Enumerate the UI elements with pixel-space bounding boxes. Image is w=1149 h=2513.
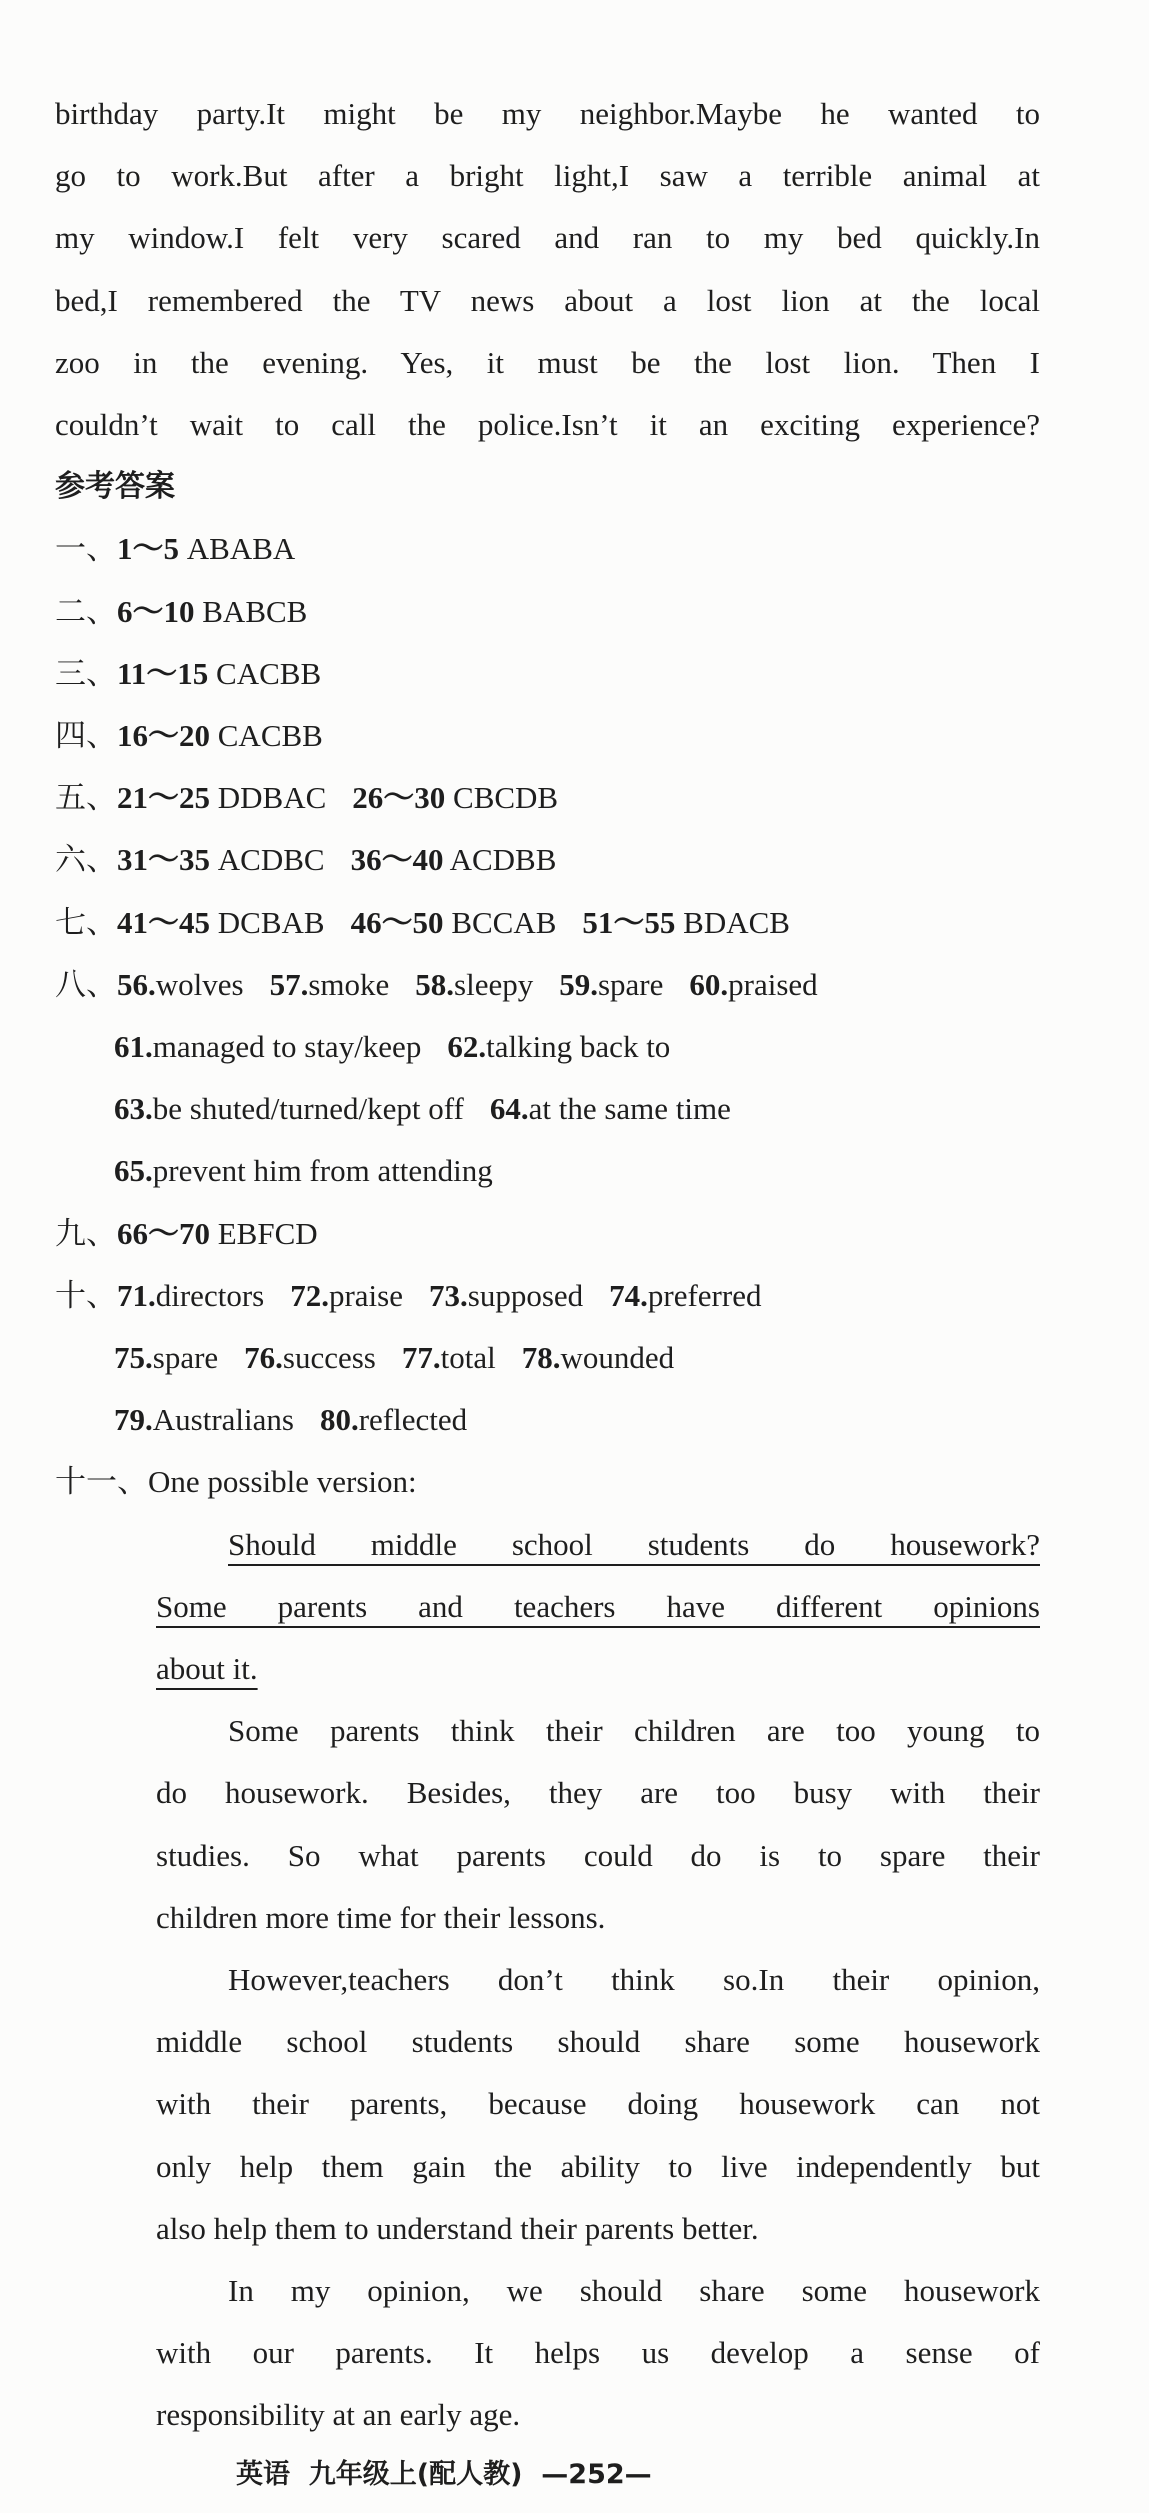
question-number: 1～5 bbox=[117, 531, 179, 567]
answer-item bbox=[320, 1402, 467, 1437]
essay-line: also help them to understand their parents better. bbox=[156, 2210, 759, 2246]
answer-row bbox=[55, 518, 321, 580]
answer-text: BABCB bbox=[194, 593, 308, 629]
story-line: zoo in the evening. Yes, it must be the lost lion. Then I bbox=[55, 344, 1040, 380]
section-number: 九、 bbox=[55, 1215, 117, 1251]
answer-item bbox=[559, 967, 663, 1002]
answer-text: prevent him from attending bbox=[152, 1153, 493, 1189]
answer-item bbox=[117, 594, 307, 629]
answer-item bbox=[351, 842, 557, 877]
page-footer: 英语 九年级上(配人教) —252— bbox=[236, 2459, 652, 2490]
answer-text: sleepy bbox=[454, 966, 534, 1002]
question-number: 36～40 bbox=[350, 842, 444, 878]
answer-text: directors bbox=[155, 1277, 265, 1313]
answer-row bbox=[55, 705, 349, 767]
answer-key-heading: 参考答案 bbox=[55, 469, 175, 505]
essay-title-line bbox=[156, 1576, 1040, 1638]
essay-line: In my opinion, we should share some housework bbox=[228, 2273, 1040, 2308]
question-number: 51～55 bbox=[582, 904, 676, 940]
question-number: 61. bbox=[114, 1029, 153, 1064]
answer-row bbox=[114, 1078, 757, 1140]
answer-item bbox=[609, 1278, 761, 1313]
section-number: 四、 bbox=[55, 718, 117, 753]
answer-item bbox=[117, 905, 325, 940]
question-number: 58. bbox=[415, 966, 455, 1002]
question-number: 60. bbox=[689, 966, 729, 1002]
answer-row bbox=[114, 1140, 519, 1202]
answer-row bbox=[114, 1327, 700, 1389]
section-number: 十、 bbox=[55, 1277, 117, 1313]
answer-item bbox=[117, 842, 325, 877]
section-number: 三、 bbox=[55, 655, 117, 691]
answer-text: spare bbox=[597, 966, 664, 1002]
question-number: 71. bbox=[117, 1277, 156, 1313]
answer-item bbox=[352, 780, 558, 815]
question-number: 11～15 bbox=[117, 655, 209, 691]
answer-item bbox=[402, 1340, 496, 1375]
essay-line: responsibility at an early age. bbox=[156, 2397, 521, 2433]
question-number: 76. bbox=[244, 1340, 283, 1375]
answer-text: total bbox=[440, 1340, 496, 1375]
essay-title-text: about it. bbox=[156, 1651, 258, 1686]
answer-item bbox=[117, 531, 295, 566]
answer-text: DDBAC bbox=[210, 780, 327, 816]
story-line: go to work.But after a bright light,I saw a terrible animal at bbox=[55, 158, 1040, 194]
answer-row bbox=[55, 1265, 787, 1327]
answer-item bbox=[117, 967, 244, 1002]
answer-item bbox=[117, 1278, 264, 1313]
essay-line: do housework. Besides, they are too busy with their bbox=[156, 1775, 1040, 1811]
question-number: 56. bbox=[117, 966, 156, 1002]
answer-item bbox=[270, 967, 390, 1002]
essay-title-text: Should middle school students do housework? bbox=[228, 1526, 1040, 1562]
question-number: 62. bbox=[447, 1029, 487, 1064]
essay-line: Some parents think their children are too young to bbox=[228, 1713, 1040, 1749]
answer-text: supposed bbox=[467, 1277, 584, 1313]
story-line: bed,I remembered the TV news about a lost lion at the local bbox=[55, 282, 1040, 318]
essay-line: with their parents, because doing housework can not bbox=[156, 2086, 1040, 2122]
answer-text: at the same time bbox=[528, 1091, 731, 1127]
story-line: couldn’t wait to call the police.Isn’t it an exciting experience? bbox=[55, 407, 1040, 442]
answer-text: EBFCD bbox=[210, 1215, 318, 1251]
question-number: 66～70 bbox=[117, 1215, 210, 1251]
answer-text: talking back to bbox=[486, 1029, 671, 1064]
answer-text: reflected bbox=[358, 1402, 468, 1438]
question-number: 26～30 bbox=[352, 780, 446, 816]
answer-row bbox=[55, 643, 347, 705]
question-number: 41～45 bbox=[117, 904, 210, 940]
answer-item bbox=[114, 1402, 294, 1437]
answer-text: preferred bbox=[647, 1277, 762, 1313]
story-line: my window.I felt very scared and ran to my bed quickly.In bbox=[55, 220, 1040, 256]
answer-text: One possible version: bbox=[148, 1464, 417, 1500]
question-number: 72. bbox=[290, 1277, 329, 1313]
question-number: 6～10 bbox=[117, 593, 195, 629]
story-line: birthday party.It might be my neighbor.Maybe he wanted to bbox=[55, 96, 1040, 131]
question-number: 59. bbox=[559, 966, 598, 1002]
answer-text: ABABA bbox=[179, 531, 296, 567]
question-number: 21～25 bbox=[117, 780, 210, 816]
answer-row bbox=[114, 1016, 696, 1078]
section-number: 八、 bbox=[55, 966, 117, 1002]
section-number: 十一、 bbox=[55, 1464, 148, 1500]
answer-item bbox=[582, 905, 790, 940]
essay-line: middle school students should share some housework bbox=[156, 2024, 1040, 2060]
answer-item bbox=[429, 1278, 583, 1313]
essay-line: only help them gain the ability to live independently but bbox=[156, 2148, 1040, 2184]
section-number: 五、 bbox=[55, 780, 117, 816]
answer-text: wolves bbox=[155, 966, 244, 1002]
answer-row bbox=[55, 767, 584, 829]
answer-text: CACBB bbox=[210, 718, 323, 753]
answer-text: ACDBB bbox=[443, 842, 557, 878]
section-number: 二、 bbox=[55, 593, 117, 629]
question-number: 75. bbox=[114, 1340, 153, 1375]
answer-text: spare bbox=[152, 1340, 219, 1375]
question-number: 73. bbox=[429, 1277, 468, 1313]
answer-item bbox=[114, 1091, 464, 1126]
answer-item bbox=[114, 1029, 421, 1064]
answer-item bbox=[351, 905, 557, 940]
section-number: 七、 bbox=[55, 904, 117, 940]
question-number: 64. bbox=[489, 1091, 529, 1127]
answer-text: BCCAB bbox=[443, 904, 557, 940]
answer-item bbox=[117, 780, 326, 815]
answer-text: CBCDB bbox=[445, 780, 559, 816]
question-number: 65. bbox=[114, 1153, 153, 1189]
essay-line: with our parents. It helps us develop a sense of bbox=[156, 2335, 1040, 2371]
answer-item bbox=[114, 1340, 218, 1375]
answer-row bbox=[55, 1451, 443, 1513]
answer-row bbox=[55, 581, 333, 643]
answer-item bbox=[490, 1091, 731, 1126]
section-number: 一、 bbox=[55, 531, 117, 567]
question-number: 46～50 bbox=[350, 904, 444, 940]
answer-row bbox=[55, 892, 816, 954]
essay-line: children more time for their lessons. bbox=[156, 1899, 606, 1935]
answer-item bbox=[244, 1340, 376, 1375]
question-number: 31～35 bbox=[117, 842, 210, 878]
essay-line: However,teachers don’t think so.In their opinion, bbox=[228, 1962, 1040, 1997]
question-number: 63. bbox=[114, 1091, 153, 1127]
question-number: 80. bbox=[319, 1402, 359, 1438]
answer-item bbox=[522, 1340, 674, 1375]
answer-item bbox=[290, 1278, 403, 1313]
question-number: 57. bbox=[269, 966, 309, 1002]
answer-text: Australians bbox=[152, 1402, 294, 1438]
question-number: 77. bbox=[401, 1340, 441, 1375]
answer-item bbox=[117, 718, 323, 753]
answer-row bbox=[114, 1389, 493, 1451]
answer-text: ACDBC bbox=[210, 842, 325, 878]
answer-text: be shuted/turned/kept off bbox=[152, 1091, 464, 1127]
essay-title-line bbox=[228, 1514, 1040, 1576]
answer-text: smoke bbox=[308, 966, 390, 1002]
answer-text: praise bbox=[328, 1277, 403, 1313]
answer-text: praised bbox=[728, 966, 818, 1002]
answer-item bbox=[148, 1464, 417, 1499]
answer-text: CACBB bbox=[208, 655, 322, 691]
answer-item bbox=[117, 1216, 318, 1251]
question-number: 74. bbox=[609, 1277, 648, 1313]
answer-row bbox=[55, 1203, 344, 1265]
answer-item bbox=[447, 1029, 670, 1064]
section-number: 六、 bbox=[55, 842, 117, 878]
answer-item bbox=[117, 656, 321, 691]
essay-title-text: Some parents and teachers have different opinions bbox=[156, 1588, 1040, 1624]
answer-text: BDACB bbox=[675, 904, 790, 940]
question-number: 16～20 bbox=[117, 718, 210, 753]
essay-line: studies. So what parents could do is to spare their bbox=[156, 1837, 1040, 1873]
answer-text: DCBAB bbox=[210, 904, 325, 940]
answer-item bbox=[415, 967, 533, 1002]
answer-text: success bbox=[282, 1340, 376, 1375]
answer-text: wounded bbox=[560, 1340, 675, 1375]
answer-row bbox=[55, 829, 582, 891]
question-number: 78. bbox=[521, 1340, 561, 1375]
essay-title-line bbox=[156, 1638, 258, 1700]
question-number: 79. bbox=[114, 1402, 153, 1438]
answer-item bbox=[689, 967, 817, 1002]
answer-item bbox=[114, 1153, 493, 1188]
answer-row bbox=[55, 954, 844, 1016]
answer-text: managed to stay/keep bbox=[152, 1029, 422, 1064]
